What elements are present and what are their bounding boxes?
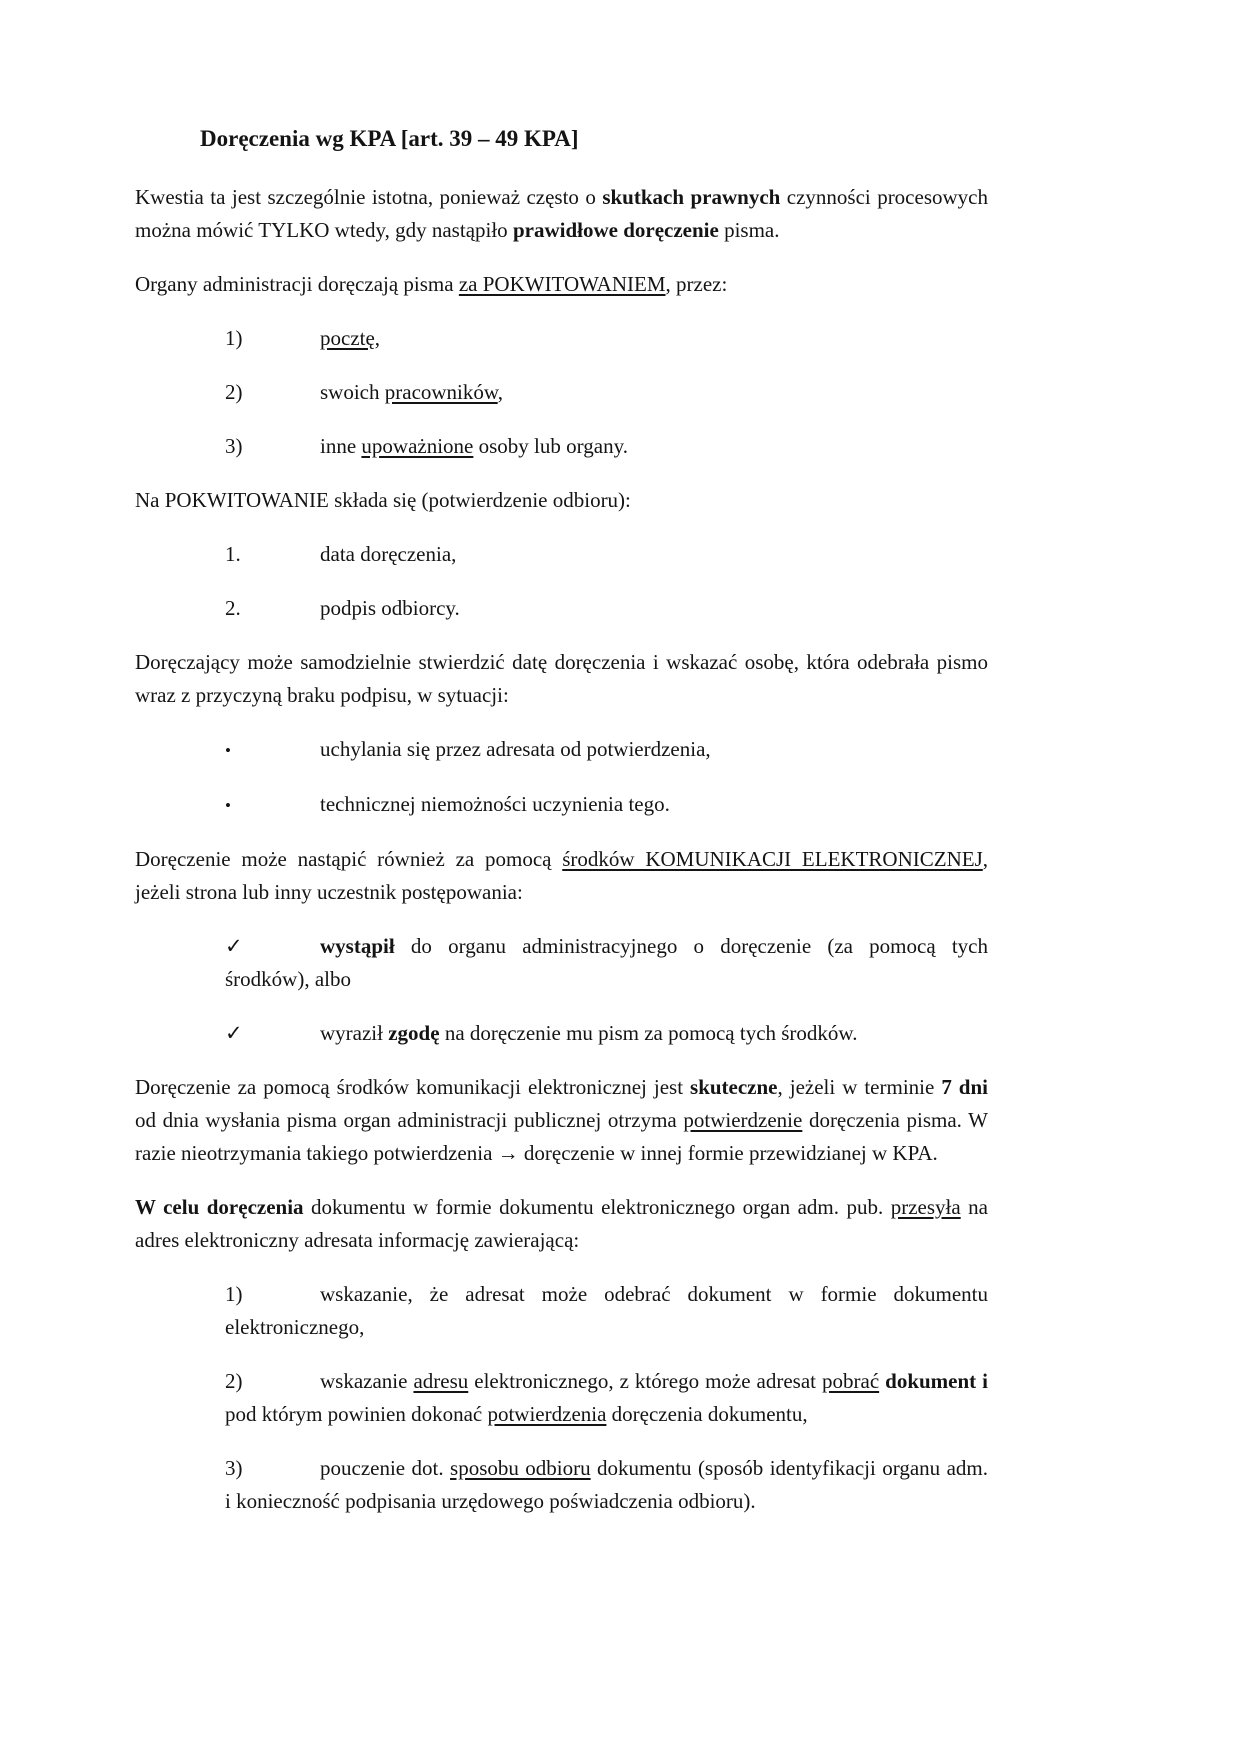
list-item-upowaznione xyxy=(135,430,988,463)
doc-title: Doręczenia wg KPA [art. 39 – 49 KPA] xyxy=(200,126,579,151)
list-item-text: pocztę, xyxy=(320,326,381,350)
list-item-text: data doręczenia, xyxy=(320,542,457,566)
para-organy: Organy administracji doręczają pisma za POKWITOWANIEM, przez: xyxy=(135,272,728,296)
para-w-celu-doreczenia: W celu doręczenia dokumentu w formie dokumentu elektronicznego organ adm. pub. przesyła na adres elektroniczny adresata informację zawierającą: xyxy=(135,1195,988,1252)
list-item-wystapil xyxy=(135,930,988,996)
list-item-data-doreczenia xyxy=(135,538,988,571)
list-item-technicznej xyxy=(135,788,988,822)
checkmark-icon: ✓ xyxy=(225,934,243,958)
list-item-pouczenie xyxy=(135,1452,988,1518)
list-marker: 1) xyxy=(225,326,243,350)
list-item-pracownikow xyxy=(135,376,988,409)
bullet-icon: • xyxy=(225,741,231,760)
para-skuteczne: Doręczenie za pomocą środków komunikacji elektronicznej jest skuteczne, jeżeli w terminie 7 dni od dnia wysłania pisma organ administracji publicznej otrzyma potwierdzenie doręczenia pisma. W razie nieotrzymania takiego potwierdzenia → doręczenie w innej formie przewidzianej w KPA. xyxy=(135,1075,988,1165)
para-na-pokwitowanie: Na POKWITOWANIE składa się (potwierdzenie odbioru): xyxy=(135,488,631,512)
list-marker: 2) xyxy=(225,380,243,404)
para-kwestia: Kwestia ta jest szczególnie istotna, ponieważ często o skutkach prawnych czynności procesowych można mówić TYLKO wtedy, gdy nastąpiło prawidłowe doręczenie pisma. xyxy=(135,185,988,242)
list-item-uchylania xyxy=(135,733,988,767)
list-item-text: wskazanie adresu elektronicznego, z którego może adresat pobrać dokument i pod którym powinien dokonać potwierdzenia doręczenia dokumentu, xyxy=(225,1369,988,1426)
list-item-text: pouczenie dot. sposobu odbioru dokumentu (sposób identyfikacji organu adm. i konieczność podpisania urzędowego poświadczenia odbioru). xyxy=(225,1456,988,1513)
list-marker: 2. xyxy=(225,596,241,620)
para-komunikacja-elektroniczna: Doręczenie może nastąpić również za pomocą środków KOMUNIKACJI ELEKTRONICZNEJ, jeżeli strona lub inny uczestnik postępowania: xyxy=(135,847,988,904)
list-item-wskazanie-formy xyxy=(135,1278,988,1344)
list-item-text: podpis odbiorcy. xyxy=(320,596,460,620)
list-item-wyrazil xyxy=(135,1017,988,1050)
list-item-text: wyraził zgodę na doręczenie mu pism za pomocą tych środków. xyxy=(320,1021,858,1045)
checkmark-icon: ✓ xyxy=(225,1021,243,1045)
list-item-poczte xyxy=(135,322,988,355)
list-marker: 3) xyxy=(225,1456,243,1480)
list-marker: 1. xyxy=(225,542,241,566)
list-item-text: wystąpił do organu administracyjnego o doręczenie (za pomocą tych środków), albo xyxy=(225,934,988,991)
para-doreczajacy: Doręczający może samodzielnie stwierdzić datę doręczenia i wskazać osobę, która odebrała pismo wraz z przyczyną braku podpisu, w sytuacji: xyxy=(135,650,988,707)
list-marker: 1) xyxy=(225,1282,243,1306)
list-marker: 2) xyxy=(225,1369,243,1393)
list-item-text: uchylania się przez adresata od potwierdzenia, xyxy=(320,737,711,761)
bullet-icon: • xyxy=(225,796,231,815)
list-item-text: swoich pracowników, xyxy=(320,380,503,404)
list-item-text: inne upoważnione osoby lub organy. xyxy=(320,434,628,458)
list-item-text: technicznej niemożności uczynienia tego. xyxy=(320,792,670,816)
list-item-wskazanie-adresu xyxy=(135,1365,988,1431)
list-item-text: wskazanie, że adresat może odebrać dokument w formie dokumentu elektronicznego, xyxy=(225,1282,988,1339)
list-marker: 3) xyxy=(225,434,243,458)
list-item-podpis-odbiorcy xyxy=(135,592,988,625)
